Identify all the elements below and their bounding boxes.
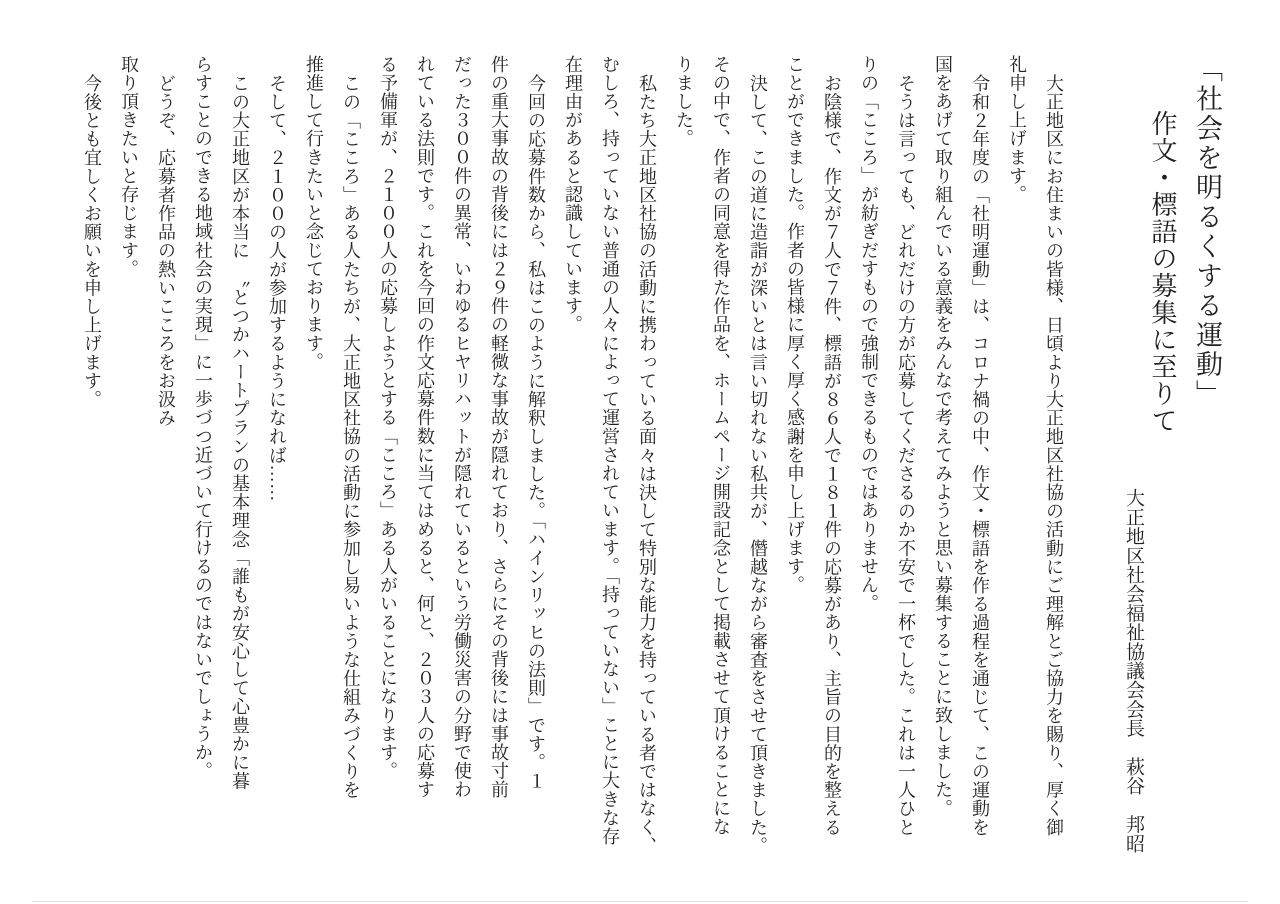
- text-column: だった３００件の異常、いわゆるヒヤリハットが隠れているという労働災害の分野で使わ: [452, 55, 472, 799]
- text-column: 取り頂きたいと存じます。: [119, 55, 139, 279]
- scan-edge-line: [32, 901, 1248, 902]
- text-column: どうぞ、応募者作品の熱いこころをお汲み: [156, 74, 176, 428]
- text-column: る予備軍が、２１００人の応募しようとする「こころ」ある人がいることになります。: [378, 55, 398, 781]
- vertical-text-area: [73, 55, 1222, 865]
- page-subtitle: 作文・標語の募集に至りて: [1148, 110, 1177, 434]
- text-column: 推進して行きたいと念じております。: [304, 55, 324, 372]
- text-column: 私たち大正地区社協の活動に携わっている面々は決して特別な能力を持っている者ではなく、: [637, 74, 657, 856]
- text-column: 今回の応募件数から、私はこのように解釈しました。「ハインリッヒの法則」です。１: [526, 74, 546, 791]
- text-column: むしろ、持っていない普通の人々によって運営されています。「持っていない」ことに大きな存: [600, 55, 620, 846]
- text-column: そして、２１００の人が参加するようになれば……: [267, 74, 287, 502]
- text-column: この大正地区が本当に 〝とつかハートプランの基本理念「誰もが安心して心豊かに暮: [230, 74, 250, 791]
- text-column: そうは言っても、どれだけの方が応募してくださるのか不安で一杯でした。これは一人ひと: [896, 74, 916, 837]
- text-column: 今後とも宜しくお願いを申し上げます。: [82, 74, 102, 409]
- text-column: らすことのできる地域社会の実現」に一歩づつ近づいて行けるのではないでしょうか。: [193, 55, 213, 781]
- text-column: れている法則です。これを今回の作文応募件数に当てはめると、何と、２０３人の応募す: [415, 55, 435, 799]
- page-title: 「社会を明るくする運動」: [1192, 55, 1222, 409]
- text-column: 決して、この道に造詣が深いとは言い切れない私共が、僭越ながら審査をさせて頂きました。: [748, 74, 768, 856]
- text-column: りの「こころ」が紡ぎだすもので強制できるものではありません。: [859, 55, 879, 613]
- text-column: 件の重大事故の背後には２９件の軽微な事故が隠れており、さらにその背後には事故寸前: [489, 55, 509, 799]
- text-column: 在理由があると認識しています。: [563, 55, 583, 334]
- text-column: 大正地区にお住まいの皆様、日頃より大正地区社協の活動にご理解とご協力を賜り、厚く御: [1044, 74, 1064, 837]
- text-column: その中で、作者の同意を得た作品を、ホームページ開設記念として掲載させて頂けることにな: [711, 55, 731, 837]
- text-column: 令和２年度の「社明運動」は、コロナ禍の中、作文・標語を作る過程を通じて、この運動を: [970, 74, 990, 837]
- text-column: この「こころ」ある人たちが、大正地区社協の活動に参加し易いような仕組みづくりを: [341, 74, 361, 800]
- text-column: りました。: [674, 55, 694, 148]
- text-column: 国をあげて取り組んでいる意義をみんなで考えてみようと思い募集することに致しました。: [933, 55, 953, 818]
- text-column: お陰様で、作文が７人で７件、標語が８６人で１８１件の応募があり、主旨の目的を整える: [822, 74, 842, 837]
- author-signature: 大正地区社会福祉協議会会長 萩谷 邦昭: [1123, 488, 1144, 853]
- text-column: ことができました。作者の皆様に厚く厚く感謝を申し上げます。: [785, 55, 805, 595]
- text-column: 礼申し上げます。: [1007, 55, 1027, 204]
